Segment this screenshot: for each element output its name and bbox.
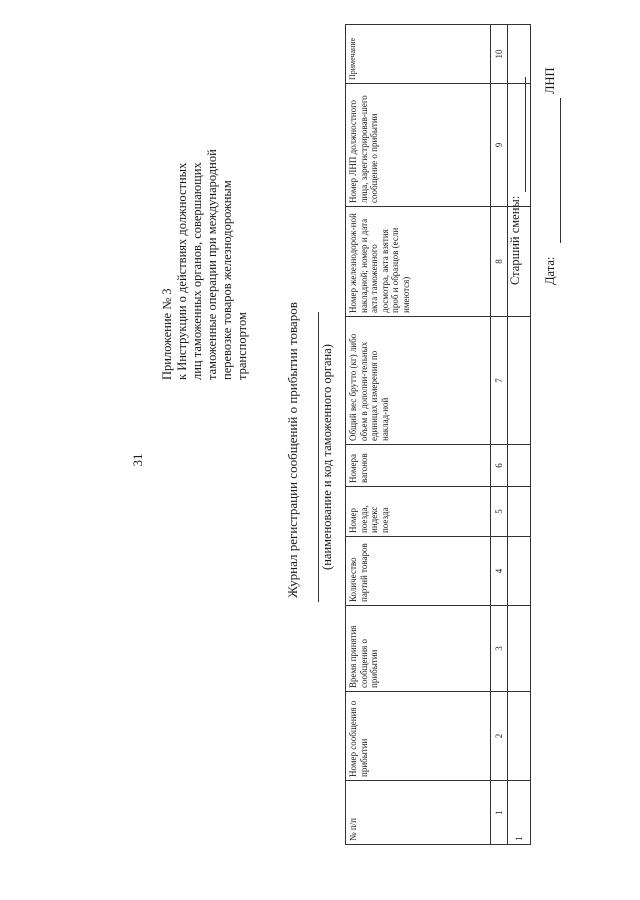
column-header: Номер железнодорож-ной накладной; номер и дата акта таможенного досмотра, акта взятия проб и образцов (если имеются) <box>346 207 491 317</box>
column-header: Время принятия сообщения о прибытии <box>346 606 491 692</box>
column-header: № п/п <box>346 781 491 845</box>
lnp-label: ЛНП <box>543 67 557 94</box>
table-cell <box>508 445 531 487</box>
column-header: Количество партий товаров <box>346 537 491 606</box>
column-number: 2 <box>491 692 508 781</box>
table-cell: 1 <box>508 781 531 845</box>
organ-underline <box>318 312 319 602</box>
column-number: 10 <box>491 25 508 84</box>
table-row <box>508 25 531 845</box>
table-cell <box>508 537 531 606</box>
column-header: Номер ЛНП должностного лица, зарегистрировав-шего сообщение о прибытии <box>346 84 491 207</box>
appendix-title <box>160 50 250 380</box>
organ-caption: (наименование и код таможенного органа) <box>320 344 334 570</box>
table-cell <box>508 317 531 445</box>
column-number: 3 <box>491 606 508 692</box>
column-number: 1 <box>491 781 508 845</box>
column-number: 6 <box>491 445 508 487</box>
column-number: 9 <box>491 84 508 207</box>
appendix-line: перевозке товаров железнодорожным <box>220 180 234 380</box>
appendix-line: лиц таможенных органов, совершающих <box>190 162 204 380</box>
table-cell <box>508 692 531 781</box>
table-header-row <box>346 25 491 845</box>
date-label: Дата: <box>543 256 557 285</box>
column-header: Общий вес брутто (кг) либо объем в дополни-тельных единицах измерения по наклад-ной <box>346 317 491 445</box>
column-header: Номер поезда, индекс поезда <box>346 487 491 537</box>
page-number: 31 <box>130 453 145 467</box>
column-number: 5 <box>491 487 508 537</box>
column-number: 8 <box>491 207 508 317</box>
table-cell <box>508 25 531 84</box>
signature-line <box>525 77 526 192</box>
journal-title: Журнал регистрации сообщений о прибытии товаров <box>285 302 300 598</box>
table-cell <box>508 84 531 207</box>
appendix-line: к Инструкции о действиях должностных <box>175 162 189 380</box>
appendix-line: транспортом <box>235 312 249 380</box>
table-cell <box>508 606 531 692</box>
appendix-line: Приложение № 3 <box>160 288 174 380</box>
column-header: Номера вагонов <box>346 445 491 487</box>
column-number-row <box>491 25 508 845</box>
registration-table <box>345 24 531 845</box>
date-line <box>560 98 561 243</box>
shift-supervisor-label: Старший смены: <box>508 195 522 285</box>
column-number: 7 <box>491 317 508 445</box>
column-number: 4 <box>491 537 508 606</box>
appendix-line: таможенные операции при международной <box>205 149 219 380</box>
column-header: Номер сообщения о прибытии <box>346 692 491 781</box>
column-header: Примечание <box>346 25 491 84</box>
table-cell <box>508 487 531 537</box>
